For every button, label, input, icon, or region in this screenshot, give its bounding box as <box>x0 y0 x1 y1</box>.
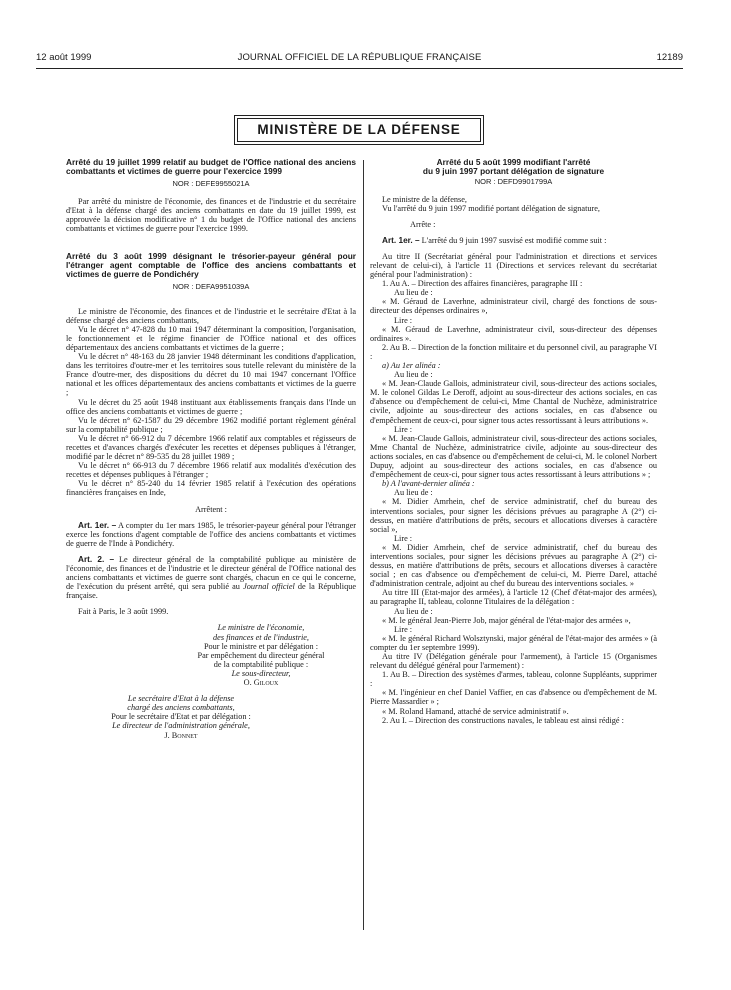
article-1-nor: NOR : DEFE9955021A <box>172 179 250 189</box>
paragraph: Au lieu de : <box>394 370 433 380</box>
article-2-nor: NOR : DEFA9951039A <box>172 282 250 292</box>
paragraph: Vu le décret n° 48-163 du 28 janvier 1948 déterminant les conditions d'application, dans les territoires d'outre-mer et les territoires sous tutelle relevant du ministère de la France d'outre-mer, des dispositions du décret du 10 mai 1947 concernant l'Office national et les offices départementaux des anciens combattants et victimes de la guerre ; <box>66 352 356 398</box>
paragraph: 2. Au I. – Direction des constructions navales, le tableau est ainsi rédigé : <box>382 715 624 725</box>
paragraph: « M. Didier Amrhein, chef de service administratif, chef du bureau des interventions sociales, pour signer les décisions prévues au paragraphe A (2°) ci-dessus, en matière d'attributions de prêts, secours et allocations diverses à caractère social ; en cas d'absence ou d'empêchement de celui-ci, M. Pierre Darel, attaché d'administration centrale, adjoint au chef du bureau des interventions sociales. » <box>370 542 657 589</box>
ministry-heading: MINISTÈRE DE LA DÉFENSE <box>237 118 481 142</box>
paragraph: Au lieu de : <box>394 488 433 498</box>
signing-date: Fait à Paris, le 3 août 1999. <box>78 607 169 617</box>
paragraph: Au titre II (Secrétariat général pour l'administration et directions et services relevant de celui-ci), à l'article 11 (Directions et services relevant du secrétariat général pour l'administration) : <box>370 251 657 280</box>
paragraph: « M. Jean-Claude Gallois, administrateur civil, sous-directeur des actions sociales, M. le colonel Gildas Le Deroff, adjoint au sous-directeur des actions sociales, en cas d'absence ou d'empêchement de celui-ci, Mme Chantal de Nuchèze, administratrice civile, adjointe au sous-directeur des actions sociales, en cas d'absence ou d'empêchement de ceux-ci, pour signer tous actes ressortissant à leurs attributions ». <box>370 379 657 425</box>
paragraph: Vu le décret n° 47-828 du 10 mai 1947 déterminant la composition, l'organisation, le fonctionnement et le régime financier de l'Office national et des offices départementaux des anciens combattants et victimes de la guerre ; <box>66 324 356 352</box>
paragraph: « M. Géraud de Laverhne, administrateur civil, sous-directeur des dépenses ordinaires ». <box>370 324 657 343</box>
paragraph: Vu le décret n° 66-913 du 7 décembre 1966 relatif aux modalités d'exécution des recettes et dépenses publiques à l'étranger ; <box>66 461 356 480</box>
page-header <box>36 52 683 66</box>
paragraph: 2. Au B. – Direction de la fonction militaire et du personnel civil, au paragraphe VI : <box>370 342 657 361</box>
signatory-line: Le secrétaire d'Etat à la défense <box>127 694 235 704</box>
paragraph: b) A l'avant-dernier alinéa : <box>382 479 475 489</box>
paragraph: « M. le général Richard Wolsztynski, major général de l'état-major des armées » (à compter du 1er septembre 1999). <box>370 633 657 652</box>
article-3-nor: NOR : DEFD9901799A <box>474 177 553 187</box>
paragraph: Lire : <box>394 533 413 543</box>
paragraph: « M. Didier Amrhein, chef de service administratif, chef du bureau des interventions sociales, pour signer les décisions prévues au paragraphe A (2°) ci-dessus, en matière d'attributions de prêts, secours et allocations diverses à caractère social », <box>370 497 657 534</box>
page-number: 12189 <box>656 52 683 63</box>
signatory-line: Le sous-directeur, <box>231 668 291 678</box>
signatory-line: chargé des anciens combattants, <box>127 703 235 713</box>
signatory-name: O. Giloux <box>243 678 279 688</box>
paragraph: Vu le décret n° 62-1587 du 29 décembre 1962 modifié portant règlement général sur la comptabilité publique ; <box>66 415 356 434</box>
paragraph: Le ministre de l'économie, des finances et de l'industrie et le secrétaire d'Etat à la défense chargé des anciens combattants, <box>66 306 356 325</box>
article-2-text <box>66 555 356 600</box>
article-1-text <box>370 236 657 245</box>
left-column <box>66 158 356 740</box>
article-3-title-line1: Arrêté du 5 août 1999 modifiant l'arrêté <box>436 157 591 167</box>
arretent-heading: Arrêtent : <box>195 504 227 514</box>
article-1-title: Arrêté du 19 juillet 1999 relatif au budget de l'Office national des anciens combattants et victimes de guerre pour l'exercice 1999 <box>66 157 356 177</box>
article-1-text <box>66 521 356 548</box>
signatory-name: J. Bonnet <box>164 730 198 740</box>
paragraph: Lire : <box>394 315 413 325</box>
paragraph: 1. Au B. – Direction des systèmes d'armes, tableau, colonne Suppléants, supprimer : <box>370 670 657 689</box>
paragraph: Au titre IV (Délégation générale pour l'armement), à l'article 15 (Organismes relevant du délégué général pour l'armement) : <box>370 652 657 671</box>
signatory-line: de la comptabilité publique : <box>213 659 309 669</box>
article-label: Art. 1er. – <box>78 520 117 530</box>
signatory-line: Par empêchement du directeur général <box>197 650 325 660</box>
paragraph: a) Au 1er alinéa : <box>382 361 441 370</box>
article-label: Art. 2. – <box>78 554 115 564</box>
paragraph: Vu le décret du 25 août 1948 instituant aux établissements français dans l'Inde un office des anciens combattants et victimes de guerre ; <box>66 397 356 416</box>
signatory-line: Le ministre de l'économie, <box>217 623 305 633</box>
article-text-end: de la République française. <box>66 582 356 601</box>
paragraph: « M. Géraud de Laverhne, administrateur civil, chargé des fonctions de sous-directeur des dépenses ordinaires », <box>370 297 657 316</box>
header-rule <box>36 68 683 69</box>
paragraph: Lire : <box>394 424 413 434</box>
signatory-line: Pour le secrétaire d'Etat et par délégation : <box>111 712 251 722</box>
column-divider <box>363 160 364 930</box>
signatory-line: des finances et de l'industrie, <box>213 632 309 642</box>
paragraph: « M. Jean-Claude Gallois, administrateur civil, sous-directeur des actions sociales, Mme Chantal de Nuchèze, administratrice civile, adjointe au sous-directeur des actions sociales, en cas d'absence ou d'empêchement de celui-ci, M. le colonel Norbert Dupuy, adjoint au sous-directeur des actions sociales, en cas d'absence ou d'empêchement de ceux-ci, pour signer tous actes ressortissant à leurs attributions » ; <box>370 433 657 480</box>
signatory-line: Pour le ministre et par délégation : <box>203 641 319 651</box>
article-label: Art. 1er. – <box>382 235 420 245</box>
paragraph: Le ministre de la défense, <box>382 194 467 204</box>
paragraph: Au lieu de : <box>394 288 433 298</box>
paragraph: Vu le décret n° 66-912 du 7 décembre 1966 relatif aux comptables et régisseurs de recettes et d'avances chargés d'exécuter les recettes et dépenses publiques à l'étranger, modifié par le décret n° 89-535 du 28 juillet 1989 ; <box>66 433 356 462</box>
paragraph: « M. le général Jean-Pierre Job, major général de l'état-major des armées », <box>382 615 631 625</box>
article-2-title: Arrêté du 3 août 1999 désignant le trésorier-payeur général pour l'étranger agent comptable de l'office des anciens combattants et victimes de guerre de Pondichéry <box>66 250 356 280</box>
paragraph: Au lieu de : <box>394 606 433 616</box>
article-1-body: Par arrêté du ministre de l'économie, des finances et de l'industrie et du secrétaire d'Etat à la défense chargé des anciens combattants en date du 19 juillet 1999, est approuvée la décision modificative n° 1 du budget de l'Office national des anciens combattants et victimes de guerre pour l'exercice 1999. <box>66 196 356 233</box>
right-column <box>370 158 657 725</box>
paragraph: Au titre III (Etat-major des armées), à l'article 12 (Chef d'état-major des armées), au paragraphe II, tableau, colonne Titulaires de la délégation : <box>370 588 657 607</box>
paragraph: « M. Roland Hamand, attaché de service administratif ». <box>382 706 569 716</box>
paragraph: Vu le décret n° 85-240 du 14 février 1985 relatif à l'exécution des opérations financières françaises en Inde, <box>66 479 356 498</box>
header-date: 12 août 1999 <box>36 52 92 63</box>
journal-officiel: Journal officiel <box>243 582 295 592</box>
signatory-line: Le directeur de l'administration générale, <box>112 721 250 731</box>
arrete-heading: Arrête : <box>410 219 436 229</box>
paragraph: Vu l'arrêté du 9 juin 1997 modifié portant délégation de signature, <box>382 203 600 213</box>
article-3-title-line2: du 9 juin 1997 portant délégation de signature <box>422 166 605 177</box>
paragraph: 1. Au A. – Direction des affaires financières, paragraphe III : <box>382 279 583 289</box>
article-text: A compter du 1er mars 1985, le trésorier-payeur général pour l'étranger exerce les fonctions d'agent comptable de l'office des anciens combattants et victimes de guerre de l'Inde à Pondichéry. <box>66 520 356 548</box>
article-text: L'arrêté du 9 juin 1997 susvisé est modifié comme suit : <box>421 235 607 245</box>
paragraph: « M. l'ingénieur en chef Daniel Vaffier, en cas d'absence ou d'empêchement de M. Pierre Massardier » ; <box>370 688 657 707</box>
article-text: Le directeur général de la comptabilité publique au ministère de l'économie, des finances et de l'industrie et le directeur général de l'Office national des anciens combattants et victimes de guerre sont chargés, chacun en ce qui le concerne, de l'exécution du présent arrêté, qui sera publié au <box>66 554 356 592</box>
journal-title: JOURNAL OFFICIEL DE LA RÉPUBLIQUE FRANÇAISE <box>237 52 482 63</box>
paragraph: Lire : <box>394 624 413 634</box>
